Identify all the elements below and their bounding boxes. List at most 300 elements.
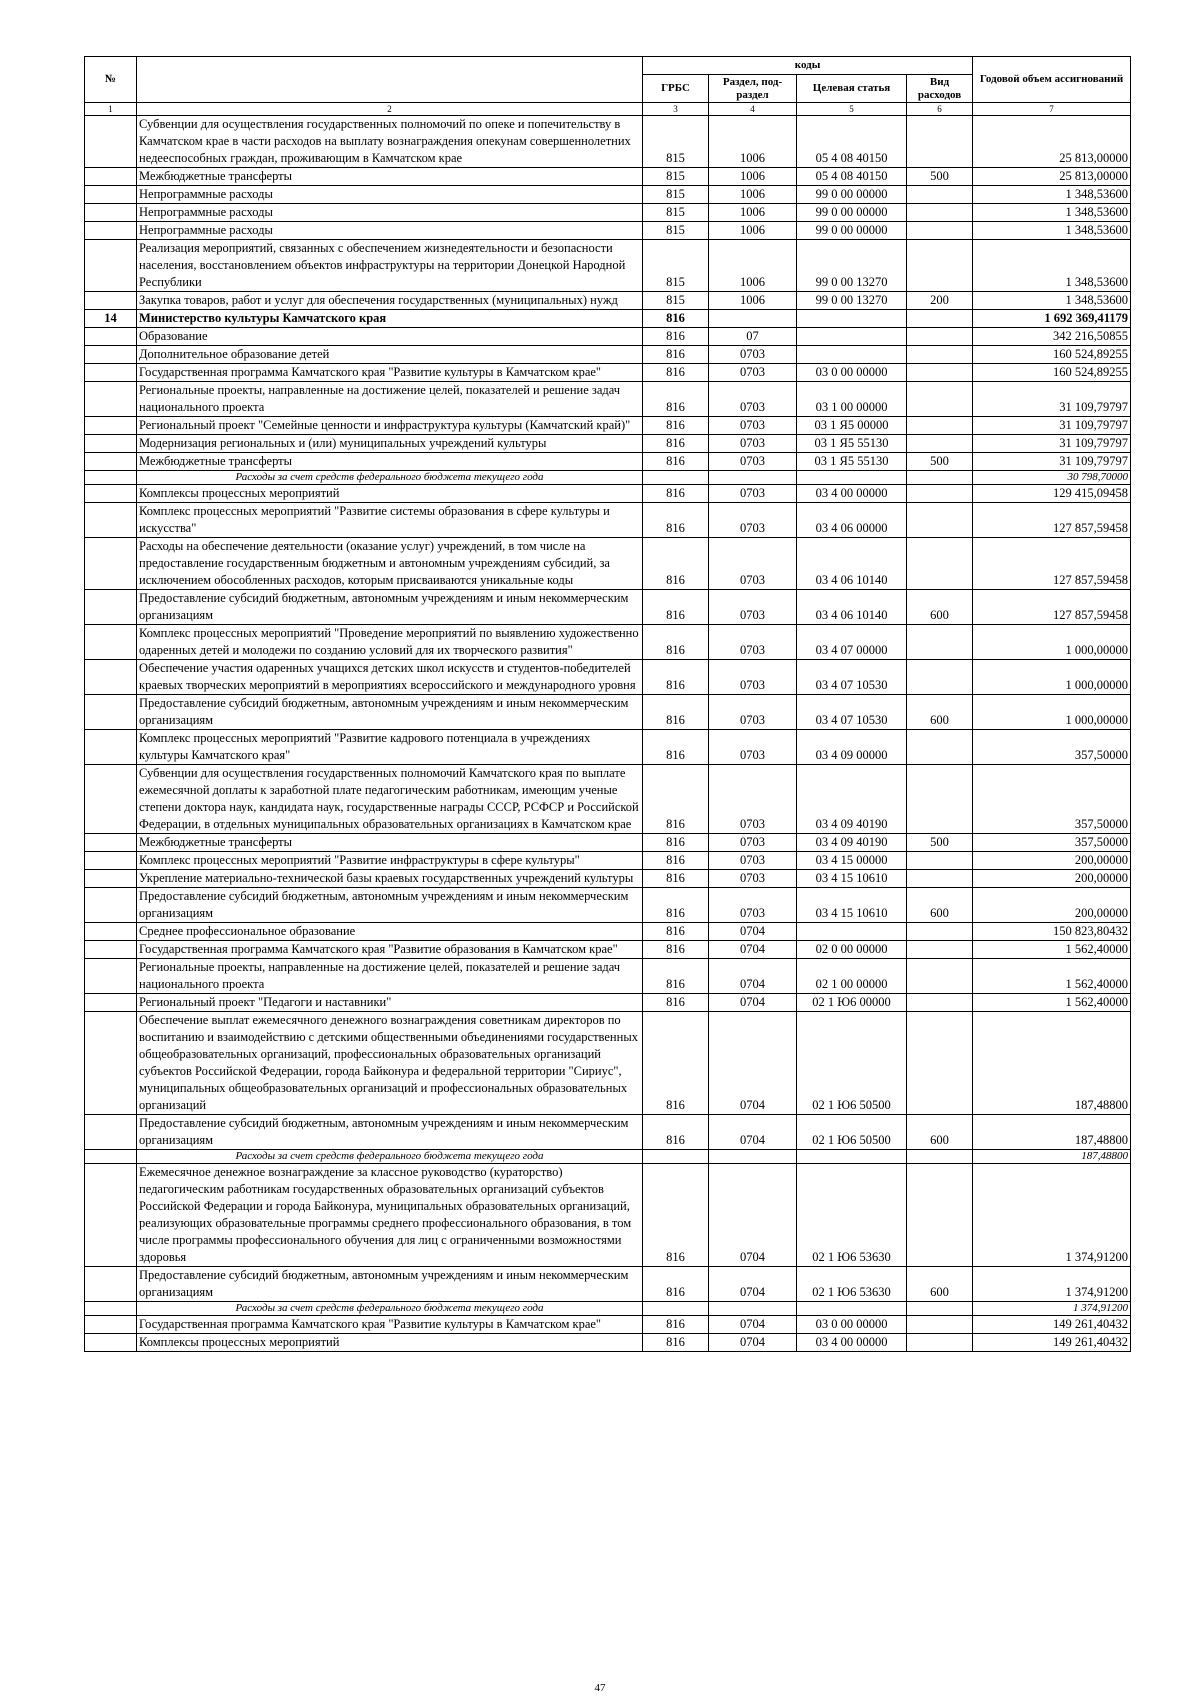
row-sum: 1 374,91200 <box>973 1267 1131 1302</box>
row-grbs: 815 <box>643 168 709 186</box>
row-razdel: 0703 <box>709 435 797 453</box>
row-razdel: 0703 <box>709 870 797 888</box>
row-grbs: 816 <box>643 485 709 503</box>
row-vid-raskhodov <box>907 1012 973 1115</box>
row-sum: 31 109,79797 <box>973 382 1131 417</box>
row-name: Комплекс процессных мероприятий "Развитие системы образования в сфере культуры и искусства" <box>137 503 643 538</box>
row-sum: 1 348,53600 <box>973 186 1131 204</box>
table-row <box>85 1334 1131 1352</box>
row-celevaya-statya: 03 4 06 00000 <box>797 503 907 538</box>
row-vid-raskhodov: 500 <box>907 453 973 471</box>
table-row <box>85 1012 1131 1115</box>
row-number <box>85 168 137 186</box>
row-sum: 357,50000 <box>973 730 1131 765</box>
table-row <box>85 765 1131 834</box>
row-sum: 149 261,40432 <box>973 1316 1131 1334</box>
row-vid-raskhodov <box>907 1334 973 1352</box>
row-razdel: 0703 <box>709 453 797 471</box>
row-vid-raskhodov <box>907 382 973 417</box>
row-razdel: 0703 <box>709 364 797 382</box>
row-celevaya-statya: 03 0 00 00000 <box>797 1316 907 1334</box>
row-grbs <box>643 1150 709 1164</box>
row-name: Межбюджетные трансферты <box>137 168 643 186</box>
table-row <box>85 1316 1131 1334</box>
table-row <box>85 834 1131 852</box>
row-razdel: 1006 <box>709 204 797 222</box>
row-grbs: 816 <box>643 538 709 590</box>
row-vid-raskhodov <box>907 625 973 660</box>
table-row <box>85 730 1131 765</box>
table-row <box>85 116 1131 168</box>
row-vid-raskhodov <box>907 870 973 888</box>
header-codes: коды <box>643 57 973 75</box>
row-celevaya-statya: 02 1 Ю6 00000 <box>797 994 907 1012</box>
table-row <box>85 538 1131 590</box>
table-row <box>85 941 1131 959</box>
header-name-blank <box>137 57 643 103</box>
table-row <box>85 959 1131 994</box>
table-row <box>85 471 1131 485</box>
row-sum: 1 000,00000 <box>973 660 1131 695</box>
row-celevaya-statya: 03 4 07 10530 <box>797 695 907 730</box>
row-name: Государственная программа Камчатского края "Развитие культуры в Камчатском крае" <box>137 1316 643 1334</box>
row-celevaya-statya: 05 4 08 40150 <box>797 116 907 168</box>
row-vid-raskhodov <box>907 660 973 695</box>
table-row <box>85 328 1131 346</box>
row-number <box>85 382 137 417</box>
row-razdel <box>709 310 797 328</box>
row-grbs: 816 <box>643 888 709 923</box>
row-vid-raskhodov <box>907 435 973 453</box>
row-vid-raskhodov: 600 <box>907 695 973 730</box>
row-grbs: 816 <box>643 364 709 382</box>
table-row <box>85 1150 1131 1164</box>
row-name: Непрограммные расходы <box>137 204 643 222</box>
row-razdel: 1006 <box>709 116 797 168</box>
row-razdel: 0703 <box>709 730 797 765</box>
row-vid-raskhodov <box>907 923 973 941</box>
row-number <box>85 730 137 765</box>
row-razdel: 0704 <box>709 1334 797 1352</box>
row-number <box>85 503 137 538</box>
row-vid-raskhodov <box>907 417 973 435</box>
row-sum: 187,48800 <box>973 1012 1131 1115</box>
row-grbs: 815 <box>643 186 709 204</box>
row-razdel <box>709 1150 797 1164</box>
table-row <box>85 923 1131 941</box>
row-grbs: 816 <box>643 590 709 625</box>
row-razdel: 0703 <box>709 417 797 435</box>
row-celevaya-statya: 03 4 00 00000 <box>797 1334 907 1352</box>
row-celevaya-statya <box>797 471 907 485</box>
row-name: Государственная программа Камчатского края "Развитие образования в Камчатском крае" <box>137 941 643 959</box>
row-number <box>85 1267 137 1302</box>
row-razdel: 0703 <box>709 888 797 923</box>
row-celevaya-statya <box>797 1150 907 1164</box>
row-name: Дополнительное образование детей <box>137 346 643 364</box>
row-number <box>85 695 137 730</box>
row-sum: 1 348,53600 <box>973 204 1131 222</box>
row-celevaya-statya: 02 1 Ю6 53630 <box>797 1267 907 1302</box>
row-vid-raskhodov <box>907 1150 973 1164</box>
row-sum: 30 798,70000 <box>973 471 1131 485</box>
header-grbs: ГРБС <box>643 75 709 103</box>
row-number <box>85 364 137 382</box>
row-number <box>85 625 137 660</box>
row-grbs: 816 <box>643 382 709 417</box>
table-row <box>85 435 1131 453</box>
row-name: Реализация мероприятий, связанных с обеспечением жизнедеятельности и безопасности населения, восстановлением объектов инфраструктуры на территории Донецкой Народной Республики <box>137 240 643 292</box>
row-razdel: 1006 <box>709 240 797 292</box>
table-row <box>85 186 1131 204</box>
row-razdel: 0704 <box>709 1164 797 1267</box>
row-grbs: 816 <box>643 625 709 660</box>
row-razdel: 0704 <box>709 941 797 959</box>
row-celevaya-statya <box>797 923 907 941</box>
table-row <box>85 852 1131 870</box>
row-name: Обеспечение участия одаренных учащихся детских школ искусств и студентов-победителей краевых творческих мероприятий в мероприятиях всероссийского и международного уровня <box>137 660 643 695</box>
row-razdel: 1006 <box>709 186 797 204</box>
row-celevaya-statya: 03 4 06 10140 <box>797 538 907 590</box>
row-celevaya-statya: 03 4 15 10610 <box>797 888 907 923</box>
row-celevaya-statya: 03 4 09 40190 <box>797 834 907 852</box>
row-name: Расходы за счет средств федерального бюджета текущего года <box>137 471 643 485</box>
row-vid-raskhodov <box>907 310 973 328</box>
row-vid-raskhodov: 600 <box>907 1267 973 1302</box>
row-celevaya-statya: 99 0 00 00000 <box>797 186 907 204</box>
row-razdel: 0703 <box>709 382 797 417</box>
row-sum: 31 109,79797 <box>973 417 1131 435</box>
row-number <box>85 417 137 435</box>
row-grbs: 816 <box>643 1334 709 1352</box>
row-number <box>85 186 137 204</box>
row-sum: 1 374,91200 <box>973 1164 1131 1267</box>
row-razdel: 0703 <box>709 660 797 695</box>
row-name: Региональные проекты, направленные на достижение целей, показателей и решение задач национального проекта <box>137 959 643 994</box>
row-number <box>85 1012 137 1115</box>
row-celevaya-statya <box>797 310 907 328</box>
column-numbers-row <box>85 103 1131 116</box>
row-celevaya-statya: 03 4 07 00000 <box>797 625 907 660</box>
row-number <box>85 453 137 471</box>
colnum-5: 5 <box>797 103 907 116</box>
row-sum: 25 813,00000 <box>973 116 1131 168</box>
row-number: 14 <box>85 310 137 328</box>
row-grbs: 815 <box>643 292 709 310</box>
row-celevaya-statya: 03 1 00 00000 <box>797 382 907 417</box>
row-vid-raskhodov: 600 <box>907 590 973 625</box>
row-grbs: 816 <box>643 453 709 471</box>
row-number <box>85 834 137 852</box>
table-row <box>85 485 1131 503</box>
table-row <box>85 994 1131 1012</box>
row-razdel: 0703 <box>709 538 797 590</box>
table-row <box>85 590 1131 625</box>
table-row <box>85 625 1131 660</box>
row-sum: 1 562,40000 <box>973 994 1131 1012</box>
row-vid-raskhodov <box>907 538 973 590</box>
row-grbs: 816 <box>643 730 709 765</box>
row-razdel: 0704 <box>709 959 797 994</box>
row-razdel: 0703 <box>709 346 797 364</box>
row-celevaya-statya: 02 0 00 00000 <box>797 941 907 959</box>
row-number <box>85 852 137 870</box>
row-number <box>85 435 137 453</box>
row-name: Предоставление субсидий бюджетным, автономным учреждениям и иным некоммерческим организациям <box>137 590 643 625</box>
row-razdel: 0704 <box>709 1012 797 1115</box>
row-celevaya-statya: 02 1 Ю6 50500 <box>797 1115 907 1150</box>
row-sum: 127 857,59458 <box>973 590 1131 625</box>
row-name: Ежемесячное денежное вознаграждение за классное руководство (кураторство) педагогическим работникам государственных образовательных организаций субъектов Российской Федерации и города Байконура, муниципальных образовательных организаций, реализующих образовательные программы среднего профессионального образования, в том числе программы профессионального обучения для лиц с ограниченными возможностями здоровья <box>137 1164 643 1267</box>
row-name: Предоставление субсидий бюджетным, автономным учреждениям и иным некоммерческим организациям <box>137 1267 643 1302</box>
row-number <box>85 240 137 292</box>
colnum-1: 1 <box>85 103 137 116</box>
row-grbs: 816 <box>643 1316 709 1334</box>
row-number <box>85 923 137 941</box>
table-row <box>85 503 1131 538</box>
table-row <box>85 870 1131 888</box>
row-name: Расходы за счет средств федерального бюджета текущего года <box>137 1150 643 1164</box>
colnum-6: 6 <box>907 103 973 116</box>
header-razdel: Раздел, под-раздел <box>709 75 797 103</box>
row-number <box>85 204 137 222</box>
row-razdel: 07 <box>709 328 797 346</box>
row-grbs: 816 <box>643 923 709 941</box>
row-celevaya-statya: 99 0 00 13270 <box>797 292 907 310</box>
table-row <box>85 453 1131 471</box>
colnum-7: 7 <box>973 103 1131 116</box>
row-name: Региональный проект "Педагоги и наставники" <box>137 994 643 1012</box>
row-number <box>85 292 137 310</box>
row-grbs: 816 <box>643 346 709 364</box>
row-grbs <box>643 471 709 485</box>
row-grbs: 816 <box>643 852 709 870</box>
row-number <box>85 590 137 625</box>
table-row <box>85 292 1131 310</box>
row-grbs <box>643 1302 709 1316</box>
row-sum: 149 261,40432 <box>973 1334 1131 1352</box>
row-grbs: 816 <box>643 1164 709 1267</box>
row-grbs: 815 <box>643 222 709 240</box>
row-grbs: 816 <box>643 328 709 346</box>
row-vid-raskhodov <box>907 364 973 382</box>
row-celevaya-statya: 03 4 00 00000 <box>797 485 907 503</box>
row-vid-raskhodov <box>907 941 973 959</box>
row-sum: 1 562,40000 <box>973 959 1131 994</box>
row-grbs: 816 <box>643 870 709 888</box>
row-name: Предоставление субсидий бюджетным, автономным учреждениям и иным некоммерческим организациям <box>137 888 643 923</box>
row-vid-raskhodov <box>907 328 973 346</box>
table-row <box>85 1115 1131 1150</box>
row-vid-raskhodov <box>907 730 973 765</box>
row-celevaya-statya <box>797 328 907 346</box>
row-sum: 1 374,91200 <box>973 1302 1131 1316</box>
row-razdel <box>709 1302 797 1316</box>
row-number <box>85 1164 137 1267</box>
row-vid-raskhodov <box>907 765 973 834</box>
row-razdel: 1006 <box>709 292 797 310</box>
row-number <box>85 660 137 695</box>
row-sum: 1 000,00000 <box>973 695 1131 730</box>
row-celevaya-statya: 03 4 07 10530 <box>797 660 907 695</box>
row-razdel <box>709 471 797 485</box>
row-name: Непрограммные расходы <box>137 186 643 204</box>
row-sum: 31 109,79797 <box>973 435 1131 453</box>
row-grbs: 816 <box>643 1267 709 1302</box>
row-vid-raskhodov <box>907 1316 973 1334</box>
table-row <box>85 1302 1131 1316</box>
row-sum: 127 857,59458 <box>973 538 1131 590</box>
row-celevaya-statya: 02 1 Ю6 53630 <box>797 1164 907 1267</box>
row-celevaya-statya: 03 1 Я5 00000 <box>797 417 907 435</box>
row-razdel: 1006 <box>709 222 797 240</box>
row-sum: 200,00000 <box>973 888 1131 923</box>
row-number <box>85 328 137 346</box>
row-vid-raskhodov <box>907 204 973 222</box>
row-number <box>85 1302 137 1316</box>
table-row <box>85 1164 1131 1267</box>
row-vid-raskhodov <box>907 852 973 870</box>
row-vid-raskhodov <box>907 1302 973 1316</box>
row-sum: 129 415,09458 <box>973 485 1131 503</box>
row-grbs: 816 <box>643 503 709 538</box>
header-num: № <box>85 57 137 103</box>
row-name: Расходы на обеспечение деятельности (оказание услуг) учреждений, в том числе на предоставление государственным бюджетным и автономным учреждениям субсидий, за исключением обособленных расходов, которым присваиваются уникальные коды <box>137 538 643 590</box>
row-celevaya-statya: 03 1 Я5 55130 <box>797 435 907 453</box>
row-number <box>85 346 137 364</box>
row-razdel: 0703 <box>709 834 797 852</box>
row-sum: 127 857,59458 <box>973 503 1131 538</box>
row-number <box>85 994 137 1012</box>
row-grbs: 815 <box>643 240 709 292</box>
row-number <box>85 116 137 168</box>
row-vid-raskhodov <box>907 116 973 168</box>
row-celevaya-statya: 99 0 00 13270 <box>797 240 907 292</box>
row-sum: 342 216,50855 <box>973 328 1131 346</box>
header-celevaya: Целевая статья <box>797 75 907 103</box>
table-row <box>85 222 1131 240</box>
row-name: Комплексы процессных мероприятий <box>137 485 643 503</box>
row-number <box>85 1334 137 1352</box>
row-name: Непрограммные расходы <box>137 222 643 240</box>
row-number <box>85 870 137 888</box>
row-celevaya-statya: 05 4 08 40150 <box>797 168 907 186</box>
row-name: Обеспечение выплат ежемесячного денежного вознаграждения советникам директоров по воспитанию и взаимодействию с детскими общественными объединениями государственных общеобразовательных организаций, профессиональных образовательных организаций субъектов Российской Федерации, города Байконура и федеральной территории "Сириус", муниципальных общеобразовательных организаций и профессиональных образовательных организаций <box>137 1012 643 1115</box>
row-celevaya-statya: 03 1 Я5 55130 <box>797 453 907 471</box>
row-number <box>85 485 137 503</box>
row-name: Расходы за счет средств федерального бюджета текущего года <box>137 1302 643 1316</box>
row-name: Комплексы процессных мероприятий <box>137 1334 643 1352</box>
row-sum: 357,50000 <box>973 834 1131 852</box>
row-vid-raskhodov <box>907 240 973 292</box>
budget-table <box>84 56 1131 1352</box>
row-grbs: 816 <box>643 959 709 994</box>
row-vid-raskhodov: 600 <box>907 1115 973 1150</box>
row-razdel: 0703 <box>709 503 797 538</box>
table-row <box>85 168 1131 186</box>
row-vid-raskhodov: 600 <box>907 888 973 923</box>
row-razdel: 0704 <box>709 994 797 1012</box>
row-name: Образование <box>137 328 643 346</box>
colnum-3: 3 <box>643 103 709 116</box>
colnum-2: 2 <box>137 103 643 116</box>
row-name: Комплекс процессных мероприятий "Развитие инфраструктуры в сфере культуры" <box>137 852 643 870</box>
row-razdel: 0703 <box>709 765 797 834</box>
row-grbs: 816 <box>643 765 709 834</box>
row-sum: 31 109,79797 <box>973 453 1131 471</box>
row-name: Региональные проекты, направленные на достижение целей, показателей и решение задач национального проекта <box>137 382 643 417</box>
table-row <box>85 660 1131 695</box>
row-sum: 200,00000 <box>973 870 1131 888</box>
row-vid-raskhodov <box>907 485 973 503</box>
colnum-4: 4 <box>709 103 797 116</box>
row-number <box>85 1150 137 1164</box>
row-name: Межбюджетные трансферты <box>137 834 643 852</box>
row-celevaya-statya: 99 0 00 00000 <box>797 222 907 240</box>
row-sum: 150 823,80432 <box>973 923 1131 941</box>
row-sum: 200,00000 <box>973 852 1131 870</box>
table-row <box>85 417 1131 435</box>
row-grbs: 815 <box>643 116 709 168</box>
row-sum: 25 813,00000 <box>973 168 1131 186</box>
row-razdel: 0703 <box>709 695 797 730</box>
row-razdel: 0703 <box>709 590 797 625</box>
table-body <box>85 116 1131 1352</box>
row-vid-raskhodov: 500 <box>907 168 973 186</box>
row-sum: 1 348,53600 <box>973 222 1131 240</box>
row-razdel: 1006 <box>709 168 797 186</box>
row-sum: 1 000,00000 <box>973 625 1131 660</box>
row-vid-raskhodov <box>907 222 973 240</box>
table-row <box>85 382 1131 417</box>
table-row <box>85 364 1131 382</box>
row-sum: 1 692 369,41179 <box>973 310 1131 328</box>
row-number <box>85 222 137 240</box>
row-name: Предоставление субсидий бюджетным, автономным учреждениям и иным некоммерческим организациям <box>137 695 643 730</box>
row-celevaya-statya: 03 4 09 40190 <box>797 765 907 834</box>
row-grbs: 816 <box>643 1012 709 1115</box>
row-grbs: 816 <box>643 1115 709 1150</box>
row-number <box>85 765 137 834</box>
row-sum: 357,50000 <box>973 765 1131 834</box>
row-name: Предоставление субсидий бюджетным, автономным учреждениям и иным некоммерческим организациям <box>137 1115 643 1150</box>
row-razdel: 0704 <box>709 1267 797 1302</box>
row-number <box>85 959 137 994</box>
row-name: Комплекс процессных мероприятий "Проведение мероприятий по выявлению художественно одаренных детей и молодежи по созданию условий для их творческого развития" <box>137 625 643 660</box>
row-vid-raskhodov <box>907 471 973 485</box>
row-name: Среднее профессиональное образование <box>137 923 643 941</box>
row-name: Межбюджетные трансферты <box>137 453 643 471</box>
row-vid-raskhodov <box>907 346 973 364</box>
page-number: 47 <box>594 1682 606 1694</box>
row-name: Субвенции для осуществления государственных полномочий Камчатского края по выплате ежемесячной доплаты к заработной плате педагогическим работникам, имеющим ученые степени доктора наук, кандидата наук, государственные награды СССР, РСФСР и Российской Федерации, в отдельных муниципальных образовательных организациях в Камчатском крае <box>137 765 643 834</box>
row-number <box>85 941 137 959</box>
row-number <box>85 888 137 923</box>
row-grbs: 816 <box>643 310 709 328</box>
row-celevaya-statya: 03 4 15 00000 <box>797 852 907 870</box>
row-celevaya-statya: 99 0 00 00000 <box>797 204 907 222</box>
row-vid-raskhodov <box>907 959 973 994</box>
row-razdel: 0703 <box>709 852 797 870</box>
row-vid-raskhodov <box>907 1164 973 1267</box>
table-row <box>85 240 1131 292</box>
row-number <box>85 1115 137 1150</box>
row-grbs: 816 <box>643 660 709 695</box>
row-sum: 1 348,53600 <box>973 240 1131 292</box>
table-row <box>85 1267 1131 1302</box>
row-celevaya-statya <box>797 346 907 364</box>
row-sum: 160 524,89255 <box>973 346 1131 364</box>
